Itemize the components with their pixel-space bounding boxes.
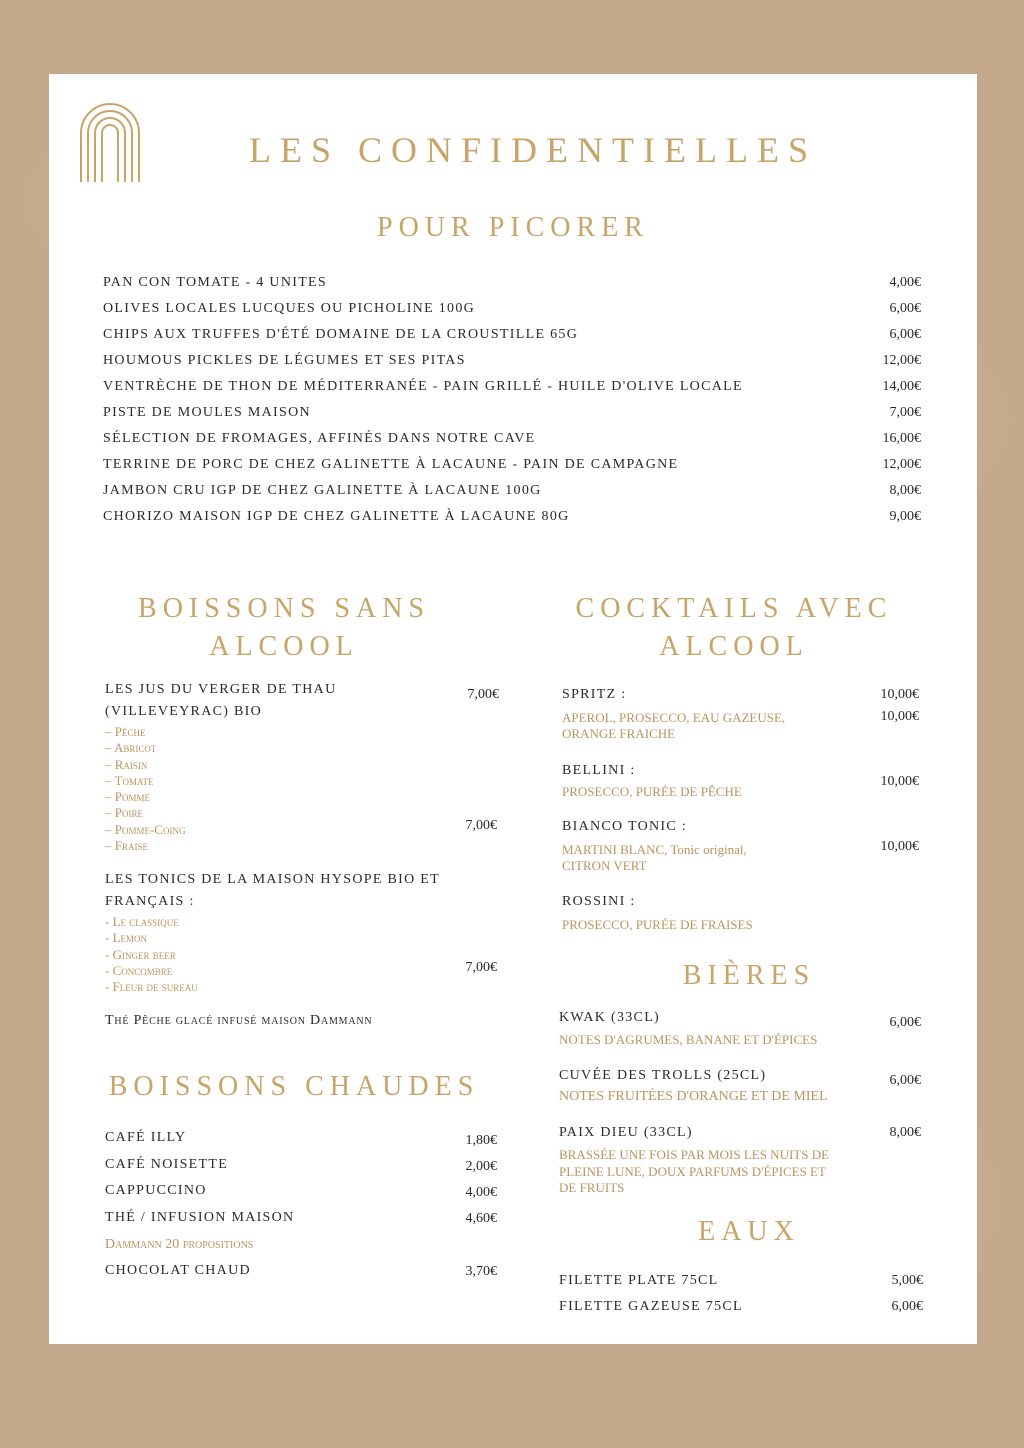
jus-flavor: – Pomme-Coing <box>105 821 186 837</box>
dammann-note: Dammann 20 propositions <box>105 1237 254 1252</box>
picorer-item-price: 4,00€ <box>889 275 921 290</box>
eau-item-price: 6,00€ <box>891 1299 923 1314</box>
sans-alcool-heading-line2: ALCOOL <box>209 631 359 662</box>
paix-desc-line2: PLEINE LUNE, DOUX PARFUMS D'ÉPICES ET <box>559 1164 826 1179</box>
bianco-name: BIANCO TONIC : <box>562 819 688 834</box>
jus-flavor: – Tomate <box>105 772 154 788</box>
paix-desc-line1: BRASSÉE UNE FOIS PAR MOIS LES NUITS DE <box>559 1147 830 1162</box>
picorer-item-price: 6,00€ <box>889 301 921 316</box>
chaude-item-price: 2,00€ <box>465 1159 497 1174</box>
chaude-item-price: 1,80€ <box>465 1133 497 1148</box>
paix-desc-line3: DE FRUITS <box>559 1180 625 1195</box>
rossini-desc: PROSECCO, PURÉE DE FRAISES <box>562 917 753 932</box>
spritz-price: 10,00€ <box>880 687 919 702</box>
spritz-name: SPRITZ : <box>562 687 627 702</box>
bieres-heading: BIÈRES <box>682 960 816 991</box>
jus-flavor: – Abricot <box>105 740 157 756</box>
rossini-name: ROSSINI : <box>562 894 636 909</box>
trolls-price: 6,00€ <box>889 1073 921 1088</box>
jus-title-line1: LES JUS DU VERGER DE THAU <box>105 682 337 697</box>
picorer-heading: POUR PICORER <box>377 212 649 243</box>
bellini-desc: PROSECCO, PURÉE DE PÊCHE <box>562 784 742 799</box>
picorer-item-name: CHORIZO MAISON IGP DE CHEZ GALINETTE À LACAUNE 80G <box>103 509 570 524</box>
picorer-item-price: 16,00€ <box>882 431 921 446</box>
picorer-item-name: JAMBON CRU IGP DE CHEZ GALINETTE À LACAUNE 100G <box>103 483 542 498</box>
picorer-item-price: 12,00€ <box>882 457 921 472</box>
tonics-price: 7,00€ <box>465 960 497 975</box>
picorer-item-price: 14,00€ <box>882 379 921 394</box>
eau-item-name: FILETTE PLATE 75CL <box>559 1273 719 1288</box>
spritz-desc-line1: APEROL, PROSECCO, EAU GAZEUSE, <box>562 710 786 725</box>
bellini-name: BELLINI : <box>562 763 636 778</box>
picorer-item-name: VENTRÈCHE DE THON DE MÉDITERRANÉE - PAIN GRILLÉ - HUILE D'OLIVE LOCALE <box>103 379 743 394</box>
bianco-price: 10,00€ <box>880 839 919 854</box>
paix-price: 8,00€ <box>889 1125 921 1140</box>
picorer-item-name: TERRINE DE PORC DE CHEZ GALINETTE À LACAUNE - PAIN DE CAMPAGNE <box>103 457 679 472</box>
picorer-item-name: CHIPS AUX TRUFFES D'ÉTÉ DOMAINE DE LA CROUSTILLE 65G <box>103 327 579 342</box>
tonic-flavor: - Concombre <box>105 962 173 978</box>
eau-item-name: FILETTE GAZEUSE 75CL <box>559 1299 743 1314</box>
spritz-price-2: 10,00€ <box>880 709 919 724</box>
tonic-flavor: - Ginger beer <box>105 946 176 962</box>
jus-price-2: 7,00€ <box>465 818 497 833</box>
jus-flavor: – Raisin <box>105 756 148 772</box>
spritz-desc-line2: ORANGE FRAICHE <box>562 726 676 741</box>
kwak-name: KWAK (33CL) <box>559 1010 661 1025</box>
jus-flavor: – Pêche <box>105 724 146 739</box>
chaude-item-name: CAFÉ ILLY <box>105 1130 187 1145</box>
chocolat-price: 3,70€ <box>465 1264 497 1279</box>
tonics-title-line1: LES TONICS DE LA MAISON HYSOPE BIO ET <box>105 872 440 887</box>
eau-item-price: 5,00€ <box>891 1273 923 1288</box>
eaux-heading: EAUX <box>698 1216 800 1247</box>
cocktails-heading-line2: ALCOOL <box>659 631 809 662</box>
picorer-item-name: SÉLECTION DE FROMAGES, AFFINÉS DANS NOTRE CAVE <box>103 431 536 446</box>
jus-flavor: – Pomme <box>105 789 150 805</box>
picorer-item-price: 6,00€ <box>889 327 921 342</box>
jus-flavor: – Poire <box>105 805 143 821</box>
bellini-price: 10,00€ <box>880 774 919 789</box>
tonic-flavor: - Lemon <box>105 930 148 946</box>
cocktails-heading-line1: COCKTAILS AVEC <box>575 593 893 624</box>
chaude-item-name: CAFÉ NOISETTE <box>105 1157 229 1172</box>
picorer-item-name: PISTE DE MOULES MAISON <box>103 405 311 420</box>
chocolat-name: CHOCOLAT CHAUD <box>105 1263 251 1278</box>
tonic-flavor: - Le classique <box>105 914 179 929</box>
picorer-item-name: OLIVES LOCALES LUCQUES OU PICHOLINE 100G <box>103 301 476 316</box>
tonic-flavor: - Fleur de sureau <box>105 979 198 995</box>
picorer-item-price: 7,00€ <box>889 405 921 420</box>
picorer-item-price: 9,00€ <box>889 509 921 524</box>
kwak-desc: NOTES D'AGRUMES, BANANE ET D'ÉPICES <box>559 1032 818 1047</box>
picorer-item-name: HOUMOUS PICKLES DE LÉGUMES ET SES PITAS <box>103 353 466 368</box>
trolls-desc: NOTES FRUITÉES D'ORANGE ET DE MIEL <box>559 1089 828 1104</box>
jus-flavor: – Fraise <box>105 838 148 854</box>
tonics-title-line2: FRANÇAIS : <box>105 894 195 909</box>
paix-name: PAIX DIEU (33CL) <box>559 1125 693 1140</box>
kwak-price: 6,00€ <box>889 1015 921 1030</box>
chaude-item-name: THÉ / INFUSION MAISON <box>105 1210 295 1225</box>
chaude-item-price: 4,60€ <box>465 1211 497 1226</box>
bianco-desc-line2: CITRON VERT <box>562 858 647 873</box>
trolls-name: CUVÉE DES TROLLS (25CL) <box>559 1068 767 1083</box>
sans-alcool-heading-line1: BOISSONS SANS <box>138 593 430 624</box>
picorer-item-name: PAN CON TOMATE - 4 UNITES <box>103 275 327 290</box>
chaudes-heading: BOISSONS CHAUDES <box>108 1071 480 1102</box>
menu-card <box>49 74 977 1344</box>
picorer-item-price: 8,00€ <box>889 483 921 498</box>
jus-flavors-list <box>105 724 185 854</box>
tonics-flavors-list <box>105 914 198 995</box>
jus-price: 7,00€ <box>467 687 499 702</box>
picorer-item-price: 12,00€ <box>882 353 921 368</box>
bianco-desc-line1: MARTINI BLANC, Tonic original, <box>562 842 747 857</box>
chaude-item-name: CAPPUCCINO <box>105 1183 207 1198</box>
the-peche-item: Thé Pêche glacé infusé maison Dammann <box>105 1013 373 1028</box>
chaude-item-price: 4,00€ <box>465 1185 497 1200</box>
jus-title-line2: (VILLEVEYRAC) BIO <box>105 704 263 719</box>
restaurant-title: LES CONFIDENTIELLES <box>249 130 817 170</box>
